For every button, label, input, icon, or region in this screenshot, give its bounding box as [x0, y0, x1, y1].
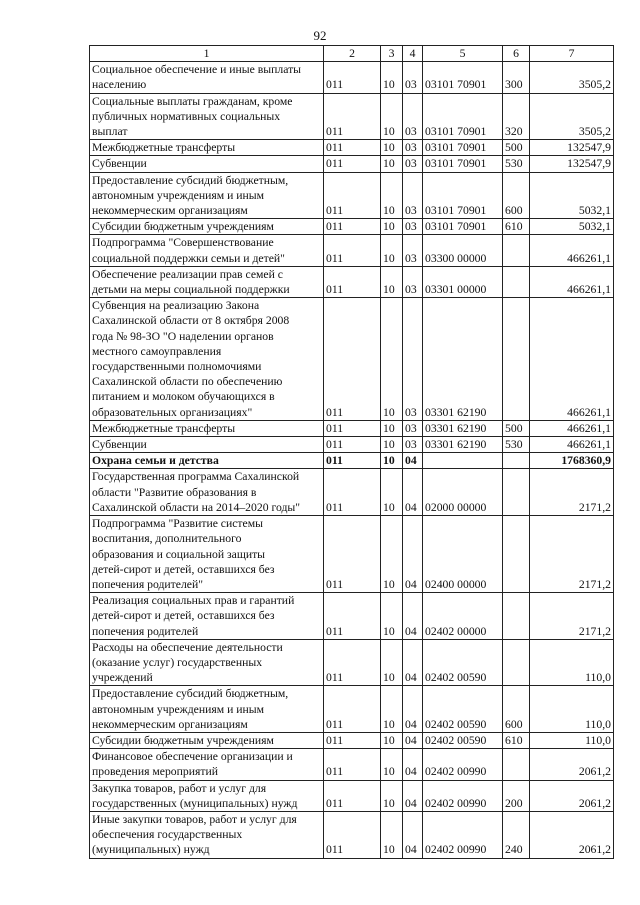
- column-header: 6: [503, 46, 530, 62]
- row-name-line: Государственная программа Сахалинской: [92, 470, 300, 484]
- section-code-cell: 10: [381, 298, 403, 421]
- column-header: 1: [90, 46, 324, 62]
- expense-type-cell: 200: [503, 780, 530, 811]
- expense-type-cell: 610: [503, 732, 530, 748]
- amount-cell: 3505,2: [530, 93, 614, 140]
- row-name-line: Иные закупки товаров, работ и услуг для: [92, 812, 297, 826]
- ministry-code-cell: 011: [324, 639, 381, 686]
- target-article-cell: 03101 70901: [423, 140, 503, 156]
- subsection-code-cell: 03: [403, 219, 423, 235]
- expense-type-cell: 240: [503, 811, 530, 858]
- target-article-cell: 03300 00000: [423, 235, 503, 266]
- subsection-code-cell: 03: [403, 266, 423, 297]
- header-row: [90, 46, 614, 62]
- expense-type-cell: 610: [503, 219, 530, 235]
- row-name-cell: [90, 62, 324, 93]
- subsection-code-cell: 04: [403, 469, 423, 516]
- row-name-line: Сахалинской области на 2014–2020 годы": [92, 500, 301, 514]
- section-code-cell: 10: [381, 93, 403, 140]
- table-row: [90, 437, 614, 453]
- row-name-line: учреждений: [92, 671, 153, 685]
- expense-type-cell: 600: [503, 686, 530, 733]
- table-row: [90, 93, 614, 140]
- amount-cell: 466261,1: [530, 266, 614, 297]
- section-code-cell: 10: [381, 749, 403, 780]
- ministry-code-cell: 011: [324, 235, 381, 266]
- ministry-code-cell: 011: [324, 140, 381, 156]
- section-code-cell: 10: [381, 732, 403, 748]
- row-name-cell: [90, 156, 324, 172]
- table-body: [90, 62, 614, 858]
- subsection-code-cell: 03: [403, 235, 423, 266]
- amount-cell: 2171,2: [530, 516, 614, 593]
- row-name-cell: [90, 93, 324, 140]
- expense-type-cell: [503, 453, 530, 469]
- ministry-code-cell: 011: [324, 811, 381, 858]
- row-name-cell: [90, 298, 324, 421]
- target-article-cell: 03301 00000: [423, 266, 503, 297]
- amount-cell: 132547,9: [530, 156, 614, 172]
- row-name-line: проведения мероприятий: [92, 765, 218, 779]
- row-name-cell: [90, 469, 324, 516]
- expense-type-cell: 530: [503, 437, 530, 453]
- table-row: [90, 298, 614, 421]
- ministry-code-cell: 011: [324, 156, 381, 172]
- row-name-line: (муниципальных) нужд: [92, 843, 210, 857]
- row-name-line: Межбюджетные трансферты: [92, 141, 236, 155]
- subsection-code-cell: 03: [403, 437, 423, 453]
- amount-cell: 110,0: [530, 686, 614, 733]
- row-name-cell: [90, 811, 324, 858]
- row-name-line: Социальные выплаты гражданам, кроме: [92, 94, 293, 108]
- subsection-code-cell: 04: [403, 593, 423, 640]
- ministry-code-cell: 011: [324, 749, 381, 780]
- amount-cell: 2171,2: [530, 469, 614, 516]
- row-name-cell: [90, 437, 324, 453]
- target-article-cell: 02402 00990: [423, 811, 503, 858]
- expense-type-cell: 500: [503, 420, 530, 436]
- table-row: [90, 140, 614, 156]
- table-row: [90, 686, 614, 733]
- table-row: [90, 780, 614, 811]
- section-code-cell: 10: [381, 156, 403, 172]
- ministry-code-cell: 011: [324, 469, 381, 516]
- table-row: [90, 235, 614, 266]
- table-row: [90, 469, 614, 516]
- target-article-cell: 03301 62190: [423, 298, 503, 421]
- table-row: [90, 593, 614, 640]
- section-code-cell: 10: [381, 811, 403, 858]
- ministry-code-cell: 011: [324, 732, 381, 748]
- ministry-code-cell: 011: [324, 593, 381, 640]
- row-name-line: Сахалинской области по обеспечению: [92, 375, 283, 389]
- row-name-line: Межбюджетные трансферты: [92, 421, 236, 435]
- target-article-cell: 02402 00590: [423, 639, 503, 686]
- target-article-cell: 03101 70901: [423, 172, 503, 219]
- row-name-line: образовательных организациях": [92, 405, 253, 419]
- subsection-code-cell: 03: [403, 140, 423, 156]
- target-article-cell: 03101 70901: [423, 156, 503, 172]
- ministry-code-cell: 011: [324, 453, 381, 469]
- subsection-code-cell: 03: [403, 420, 423, 436]
- amount-cell: 466261,1: [530, 298, 614, 421]
- ministry-code-cell: 011: [324, 266, 381, 297]
- section-code-cell: 10: [381, 172, 403, 219]
- target-article-cell: 02402 00990: [423, 749, 503, 780]
- row-name-line: Субсидии бюджетным учреждениям: [92, 733, 274, 747]
- row-name-line: Социальное обеспечение и иные выплаты: [92, 63, 302, 77]
- row-name-line: детей-сирот и детей, оставшихся без: [92, 562, 275, 576]
- amount-cell: 466261,1: [530, 235, 614, 266]
- column-header: 7: [530, 46, 614, 62]
- row-name-line: попечения родителей: [92, 624, 199, 638]
- subsection-code-cell: 03: [403, 62, 423, 93]
- row-name-line: государственными полномочиями: [92, 360, 262, 374]
- amount-cell: 466261,1: [530, 437, 614, 453]
- target-article-cell: 02402 00590: [423, 686, 503, 733]
- ministry-code-cell: 011: [324, 437, 381, 453]
- row-name-line: автономным учреждениям и иным: [92, 188, 265, 202]
- row-name-cell: [90, 639, 324, 686]
- amount-cell: 110,0: [530, 732, 614, 748]
- row-name-line: местного самоуправления: [92, 344, 222, 358]
- column-header: 4: [403, 46, 423, 62]
- subsection-code-cell: 04: [403, 749, 423, 780]
- subsection-code-cell: 03: [403, 93, 423, 140]
- row-name-cell: [90, 140, 324, 156]
- row-name-line: публичных нормативных социальных: [92, 109, 281, 123]
- amount-cell: 2061,2: [530, 811, 614, 858]
- subsection-code-cell: 04: [403, 811, 423, 858]
- section-code-cell: 10: [381, 469, 403, 516]
- row-name-line: питанием и молоком обучающихся в: [92, 390, 275, 404]
- row-name-line: социальной поддержки семьи и детей": [92, 251, 285, 265]
- subsection-code-cell: 03: [403, 298, 423, 421]
- amount-cell: 2171,2: [530, 593, 614, 640]
- amount-cell: 1768360,9: [530, 453, 614, 469]
- row-name-cell: [90, 266, 324, 297]
- expense-type-cell: [503, 749, 530, 780]
- ministry-code-cell: 011: [324, 420, 381, 436]
- ministry-code-cell: 011: [324, 62, 381, 93]
- row-name-line: области "Развитие образования в: [92, 485, 257, 499]
- ministry-code-cell: 011: [324, 780, 381, 811]
- subsection-code-cell: 04: [403, 686, 423, 733]
- amount-cell: 5032,1: [530, 219, 614, 235]
- ministry-code-cell: 011: [324, 516, 381, 593]
- row-name-line: Обеспечение реализации прав семей с: [92, 267, 283, 281]
- target-article-cell: 03101 70901: [423, 62, 503, 93]
- section-code-cell: 10: [381, 235, 403, 266]
- subsection-code-cell: 04: [403, 780, 423, 811]
- table-row: [90, 749, 614, 780]
- section-code-cell: 10: [381, 62, 403, 93]
- expense-type-cell: [503, 235, 530, 266]
- target-article-cell: 03301 62190: [423, 437, 503, 453]
- row-name-line: Предоставление субсидий бюджетным,: [92, 687, 289, 701]
- row-name-cell: [90, 516, 324, 593]
- target-article-cell: 03101 70901: [423, 93, 503, 140]
- amount-cell: 3505,2: [530, 62, 614, 93]
- column-header: 5: [423, 46, 503, 62]
- subsection-code-cell: 04: [403, 453, 423, 469]
- row-name-cell: [90, 235, 324, 266]
- amount-cell: 2061,2: [530, 749, 614, 780]
- target-article-cell: 03301 62190: [423, 420, 503, 436]
- target-article-cell: 03101 70901: [423, 219, 503, 235]
- column-header: 2: [324, 46, 381, 62]
- amount-cell: 110,0: [530, 639, 614, 686]
- row-name-line: некоммерческим организациям: [92, 204, 248, 218]
- section-code-cell: 10: [381, 516, 403, 593]
- expense-type-cell: [503, 469, 530, 516]
- expense-type-cell: [503, 639, 530, 686]
- section-code-cell: 10: [381, 593, 403, 640]
- table-row: [90, 732, 614, 748]
- section-code-cell: 10: [381, 219, 403, 235]
- section-code-cell: 10: [381, 420, 403, 436]
- row-name-line: воспитания, дополнительного: [92, 532, 242, 546]
- row-name-line: населению: [92, 78, 147, 92]
- ministry-code-cell: 011: [324, 298, 381, 421]
- row-name-line: некоммерческим организациям: [92, 717, 248, 731]
- row-name-line: Подпрограмма "Совершенствование: [92, 236, 274, 250]
- row-name-line: обеспечения государственных: [92, 828, 243, 842]
- row-name-line: Сахалинской области от 8 октября 2008: [92, 314, 290, 328]
- section-code-cell: 10: [381, 686, 403, 733]
- amount-cell: 5032,1: [530, 172, 614, 219]
- amount-cell: 132547,9: [530, 140, 614, 156]
- table-row: [90, 811, 614, 858]
- table-row: [90, 172, 614, 219]
- row-name-line: Подпрограмма "Развитие системы: [92, 517, 263, 531]
- budget-table: [89, 45, 614, 859]
- section-code-cell: 10: [381, 780, 403, 811]
- expense-type-cell: [503, 516, 530, 593]
- row-name-line: образования и социальной защиты: [92, 547, 266, 561]
- section-code-cell: 10: [381, 266, 403, 297]
- ministry-code-cell: 011: [324, 219, 381, 235]
- row-name-line: Финансовое обеспечение организации и: [92, 750, 293, 764]
- expense-type-cell: 500: [503, 140, 530, 156]
- row-name-line: Охрана семьи и детства: [92, 454, 219, 468]
- section-code-cell: 10: [381, 639, 403, 686]
- row-name-cell: [90, 420, 324, 436]
- subsection-code-cell: 03: [403, 156, 423, 172]
- table-row: [90, 62, 614, 93]
- ministry-code-cell: 011: [324, 93, 381, 140]
- subsection-code-cell: 04: [403, 732, 423, 748]
- section-code-cell: 10: [381, 140, 403, 156]
- row-name-line: детьми на меры социальной поддержки: [92, 283, 290, 297]
- row-name-cell: [90, 780, 324, 811]
- table-row: [90, 266, 614, 297]
- expense-type-cell: [503, 593, 530, 640]
- target-article-cell: 02402 00590: [423, 732, 503, 748]
- amount-cell: 2061,2: [530, 780, 614, 811]
- subsection-code-cell: 03: [403, 172, 423, 219]
- row-name-line: Субвенция на реализацию Закона: [92, 299, 260, 313]
- table-row: [90, 420, 614, 436]
- row-name-line: (оказание услуг) государственных: [92, 655, 263, 669]
- section-code-cell: 10: [381, 453, 403, 469]
- row-name-cell: [90, 686, 324, 733]
- row-name-line: Закупка товаров, работ и услуг для: [92, 781, 267, 795]
- row-name-cell: [90, 593, 324, 640]
- row-name-cell: [90, 453, 324, 469]
- subsection-code-cell: 04: [403, 516, 423, 593]
- row-name-line: Реализация социальных прав и гарантий: [92, 594, 295, 608]
- amount-cell: 466261,1: [530, 420, 614, 436]
- row-name-cell: [90, 732, 324, 748]
- expense-type-cell: 530: [503, 156, 530, 172]
- target-article-cell: [423, 453, 503, 469]
- expense-type-cell: 300: [503, 62, 530, 93]
- expense-type-cell: [503, 266, 530, 297]
- row-name-cell: [90, 172, 324, 219]
- row-name-line: попечения родителей": [92, 577, 204, 591]
- page-number: 92: [313, 28, 327, 43]
- row-name-cell: [90, 219, 324, 235]
- table-row: [90, 219, 614, 235]
- ministry-code-cell: 011: [324, 172, 381, 219]
- row-name-line: Субвенции: [92, 438, 147, 452]
- target-article-cell: 02402 00990: [423, 780, 503, 811]
- target-article-cell: 02400 00000: [423, 516, 503, 593]
- ministry-code-cell: 011: [324, 686, 381, 733]
- target-article-cell: 02402 00000: [423, 593, 503, 640]
- target-article-cell: 02000 00000: [423, 469, 503, 516]
- subsection-code-cell: 04: [403, 639, 423, 686]
- column-header: 3: [381, 46, 403, 62]
- table-row: [90, 516, 614, 593]
- table-row: [90, 156, 614, 172]
- row-name-line: Субсидии бюджетным учреждениям: [92, 220, 274, 234]
- row-name-line: Субвенции: [92, 157, 147, 171]
- section-code-cell: 10: [381, 437, 403, 453]
- table-row: [90, 453, 614, 469]
- table-row: [90, 639, 614, 686]
- row-name-line: Расходы на обеспечение деятельности: [92, 640, 283, 654]
- row-name-line: выплат: [92, 125, 128, 139]
- row-name-line: автономным учреждениям и иным: [92, 702, 265, 716]
- row-name-line: государственных (муниципальных) нужд: [92, 796, 298, 810]
- row-name-line: Предоставление субсидий бюджетным,: [92, 173, 289, 187]
- row-name-line: детей-сирот и детей, оставшихся без: [92, 609, 275, 623]
- row-name-cell: [90, 749, 324, 780]
- expense-type-cell: [503, 298, 530, 421]
- expense-type-cell: 320: [503, 93, 530, 140]
- expense-type-cell: 600: [503, 172, 530, 219]
- row-name-line: года № 98-ЗО "О наделении органов: [92, 329, 274, 343]
